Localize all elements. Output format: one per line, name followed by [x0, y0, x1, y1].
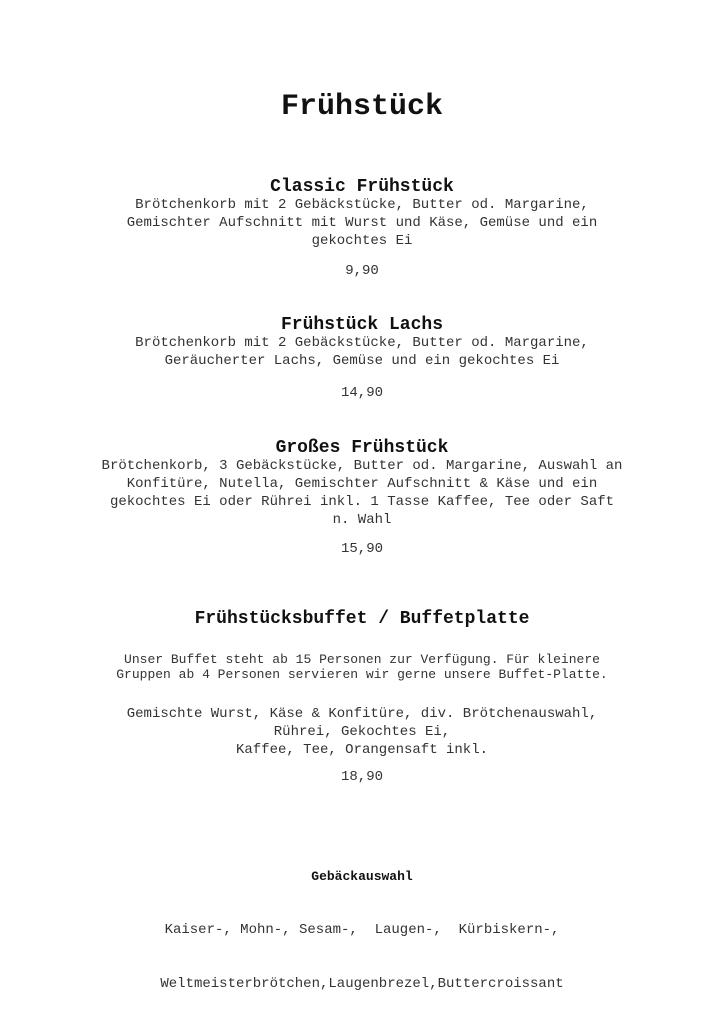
- item-title-lachs: Frühstück Lachs: [280, 315, 444, 335]
- intro-line: Unser Buffet steht ab 15 Personen zur Verfügung. Für kleinere: [124, 652, 600, 667]
- pastry-heading: Gebäckauswahl: [311, 869, 413, 884]
- page-title: Frühstück: [280, 90, 444, 124]
- description-line: Kaffee, Tee, Orangensaft inkl.: [235, 742, 489, 758]
- description-line: gekochtes Ei: [311, 233, 413, 249]
- buffet-price: 18,90: [340, 769, 383, 785]
- buffet-heading: Frühstücksbuffet / Buffetplatte: [194, 609, 530, 629]
- item-price-gross: 15,90: [340, 541, 383, 557]
- item-price-classic: 9,90: [345, 263, 379, 279]
- description-line: Konfitüre, Nutella, Gemischter Aufschnitt & Käse und ein: [126, 476, 598, 492]
- buffet-intro: [0, 652, 724, 682]
- pastry-list: [0, 885, 724, 1029]
- item-title-gross: Großes Frühstück: [275, 438, 449, 458]
- item-description-lachs: [0, 334, 724, 370]
- pastry-line: Kaiser-, Mohn-, Sesam-, Laugen-, Kürbiskern-,: [164, 922, 560, 938]
- description-line: Gemischter Aufschnitt mit Wurst und Käse, Gemüse und ein: [126, 215, 598, 231]
- description-line: n. Wahl: [332, 512, 392, 528]
- description-line: Rührei, Gekochtes Ei,: [273, 724, 451, 740]
- description-line: Brötchenkorb mit 2 Gebäckstücke, Butter od. Margarine,: [135, 335, 589, 351]
- description-line: Geräucherter Lachs, Gemüse und ein gekochtes Ei: [164, 353, 560, 369]
- description-line: Brötchenkorb, 3 Gebäckstücke, Butter od. Margarine, Auswahl an: [101, 458, 623, 474]
- buffet-description: [0, 705, 724, 759]
- item-title-classic: Classic Frühstück: [270, 177, 454, 197]
- intro-line: Gruppen ab 4 Personen servieren wir gerne unsere Buffet-Platte.: [116, 667, 608, 682]
- description-line: gekochtes Ei oder Rührei inkl. 1 Tasse Kaffee, Tee oder Saft: [109, 494, 615, 510]
- pastry-line: Weltmeisterbrötchen,Laugenbrezel,Buttercroissant: [160, 976, 564, 992]
- item-description-classic: [0, 196, 724, 250]
- item-price-lachs: 14,90: [340, 385, 383, 401]
- description-line: Brötchenkorb mit 2 Gebäckstücke, Butter od. Margarine,: [135, 197, 589, 213]
- description-line: Gemischte Wurst, Käse & Konfitüre, div. Brötchenauswahl,: [126, 706, 598, 722]
- item-description-gross: [0, 457, 724, 529]
